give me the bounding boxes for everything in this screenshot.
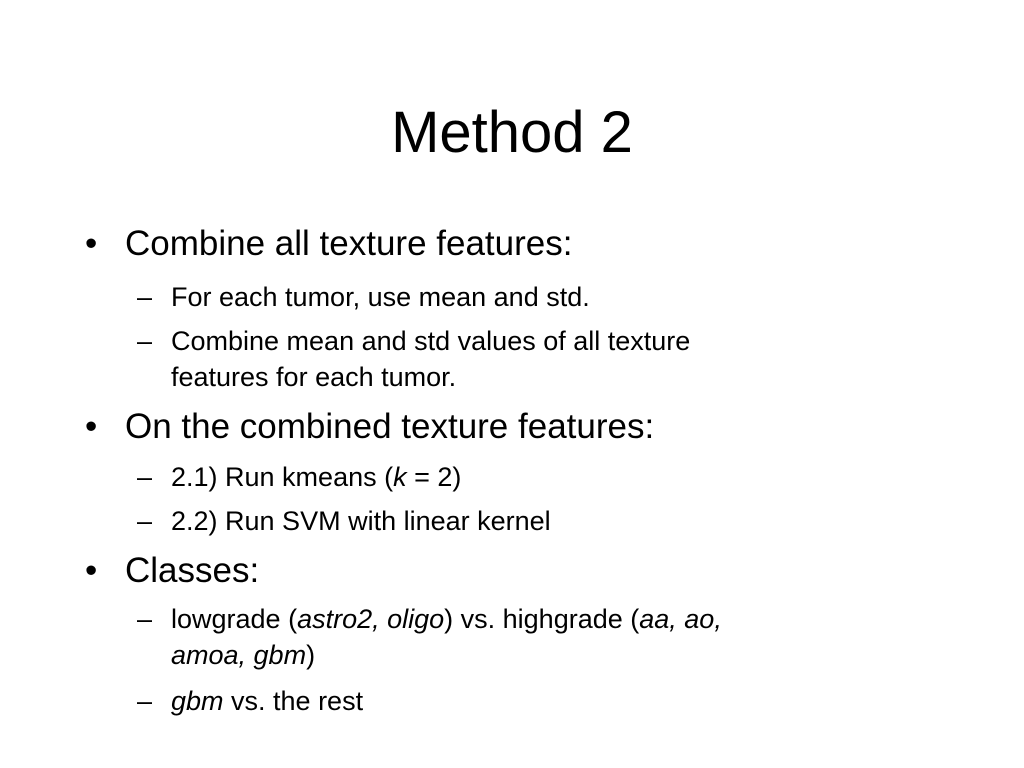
subitem-text-line-2: features for each tumor.	[171, 362, 457, 392]
bullet-icon: •	[85, 224, 98, 263]
subitem-text: 2.2) Run SVM with linear kernel	[171, 506, 551, 536]
text-lowgrade: lowgrade (	[171, 604, 298, 634]
subitem-text-italic: gbm	[171, 686, 224, 716]
subitem-text-italic: k	[393, 462, 407, 492]
dash-icon: –	[137, 326, 153, 356]
subitem-text-pre: 2.1) Run kmeans (	[171, 462, 394, 492]
text-highgrade-classes-2: amoa, gbm	[171, 640, 307, 670]
bullet-item-combine-features	[85, 224, 885, 264]
subitem-text-line-1	[171, 601, 901, 637]
dash-icon: –	[137, 686, 153, 716]
dash-icon: –	[137, 462, 153, 492]
bullet-icon: •	[85, 407, 98, 446]
subitem-combine-values	[137, 323, 901, 395]
dash-icon: –	[137, 506, 153, 536]
dash-icon: –	[137, 604, 153, 634]
subitem-text-line-1: Combine mean and std values of all texture	[171, 326, 691, 356]
bullet-item-on-combined	[85, 407, 885, 447]
bullet-item-classes	[85, 551, 885, 591]
bullet-text: Combine all texture features:	[125, 224, 573, 263]
text-close-paren: )	[306, 640, 316, 670]
subitem-text: For each tumor, use mean and std.	[171, 282, 590, 312]
subitem-lowgrade-highgrade	[137, 601, 901, 673]
subitem-gbm-vs-rest	[137, 683, 901, 719]
subitem-text-line-2	[171, 637, 901, 673]
subitem-mean-std	[137, 279, 901, 315]
text-highgrade-classes-1: aa, ao,	[639, 604, 722, 634]
subitem-text-post: = 2)	[406, 462, 462, 492]
subitem-run-kmeans	[137, 459, 901, 495]
bullet-text: Classes:	[125, 551, 260, 590]
dash-icon: –	[137, 282, 153, 312]
subitem-text-post: vs. the rest	[223, 686, 364, 716]
text-vs-highgrade: ) vs. highgrade (	[444, 604, 640, 634]
slide-title: Method 2	[391, 100, 633, 165]
subitem-run-svm	[137, 503, 901, 539]
text-lowgrade-classes: astro2, oligo	[297, 604, 445, 634]
bullet-icon: •	[85, 551, 98, 590]
bullet-text: On the combined texture features:	[125, 407, 655, 446]
